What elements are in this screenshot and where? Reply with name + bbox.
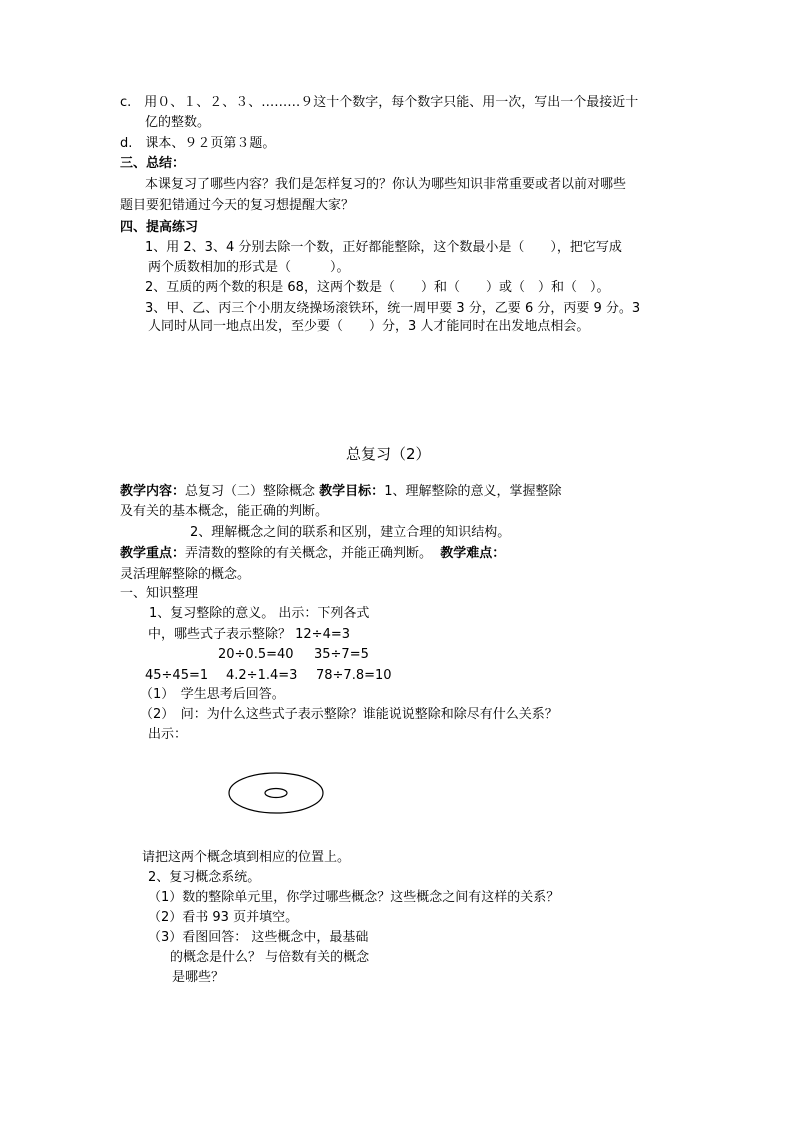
review-1-line2: 中，哪些式子表示整除？ 12÷4=3 — [148, 627, 351, 642]
content-text: 总复习（二）整除概念 — [185, 484, 316, 499]
section-practice-heading: 四、提高练习 — [120, 220, 199, 235]
goal-text2: 及有关的基本概念，能正确的判断。 — [120, 504, 329, 519]
section-knowledge-heading: 一、知识整理 — [120, 586, 199, 601]
summary-line2: 题目要犯错通过今天的复习想提醒大家？ — [120, 198, 355, 213]
equation-4.2-div-1.4: 4.2÷1.4=3 — [226, 668, 298, 683]
show-label: 出示： — [148, 727, 188, 742]
item-c-line1: c. 用０、１、２、３、………９这十个数字，每个数字只能、用一次，写出一个最接近十 — [120, 95, 639, 110]
inner-ellipse — [265, 789, 287, 798]
goal-text1: 1、理解整除的意义，掌握整除 — [384, 484, 562, 499]
key-text: 弄清数的整除的有关概念，并能正确判断。 — [185, 546, 433, 561]
item-d: d. 课本、９２页第３题。 — [120, 136, 276, 151]
equation-78-div-7.8: 78÷7.8=10 — [316, 668, 392, 683]
equation-20-div-0.5: 20÷0.5=40 — [218, 647, 294, 662]
review-2-item-3-line2: 的概念是什么？ 与倍数有关的概念 — [170, 950, 370, 965]
review-2-item-3-line1: （3）看图回答： 这些概念中，最基础 — [148, 930, 369, 945]
review-2-item-3-line3: 是哪些？ — [172, 970, 225, 985]
equation-45-div-45: 45÷45=1 — [145, 668, 209, 683]
goal-label: 教学目标： — [319, 484, 385, 499]
content-label: 教学内容： — [120, 484, 186, 499]
question-2: （2） 问：为什么这些式子表示整除？谁能说说整除和除尽有什么关系？ — [140, 707, 558, 722]
key-label: 教学重点： — [120, 546, 186, 561]
fill-instruction: 请把这两个概念填到相应的位置上。 — [142, 850, 351, 865]
review-2-item-2: （2）看书 93 页并填空。 — [148, 910, 299, 925]
section-summary-heading: 三、总结： — [120, 156, 186, 171]
practice-1-line1: 1、用 2、3、4 分别去除一个数，正好都能整除，这个数最小是（ ），把它写成 — [145, 240, 622, 255]
question-1: （1） 学生思考后回答。 — [140, 687, 285, 702]
difficulty-label: 教学难点： — [440, 546, 506, 561]
goal-text3: 2、理解概念之间的联系和区别，建立合理的知识结构。 — [190, 525, 511, 540]
practice-3-line2: 人同时从同一地点出发，至少要（ ）分，3 人才能同时在出发地点相会。 — [148, 319, 590, 334]
page-title: 总复习（2） — [346, 445, 431, 463]
review-2-item-1: （1）数的整除单元里，你学过哪些概念？这些概念之间有这样的关系？ — [148, 890, 560, 905]
practice-3-line1: 3、甲、乙、丙三个小朋友绕操场滚铁环，统一周甲要 3 分，乙要 6 分，丙要 9 分。3 — [145, 301, 641, 316]
review-1-line1: 1、复习整除的意义。 出示：下列各式 — [149, 606, 370, 621]
review-2-heading: 2、复习概念系统。 — [148, 870, 261, 885]
summary-line1: 本课复习了哪些内容？我们是怎样复习的？你认为哪些知识非常重要或者以前对哪些 — [145, 177, 627, 192]
practice-2: 2、互质的两个数的积是 68，这两个数是（ ）和（ ）或（ ）和（ ）。 — [145, 280, 610, 295]
item-c-line2: 亿的整数。 — [145, 115, 211, 130]
equation-35-div-7: 35÷7=5 — [314, 647, 369, 662]
outer-ellipse — [229, 773, 323, 813]
practice-1-line2: 两个质数相加的形式是（ ）。 — [148, 260, 350, 275]
difficulty-text: 灵活理解整除的概念。 — [120, 567, 251, 582]
